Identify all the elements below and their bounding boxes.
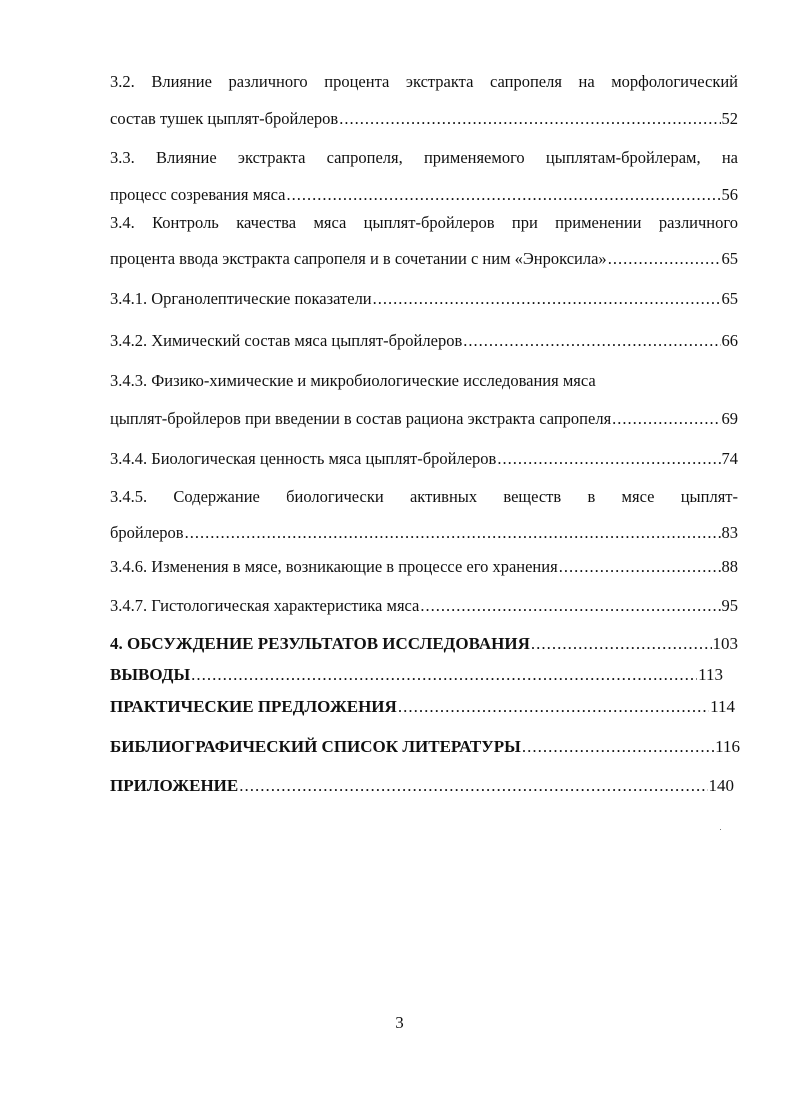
toc-entry-3-4-7: [110, 596, 738, 616]
toc-entry-3-4: [110, 213, 738, 269]
toc-entry-text: бройлеров: [110, 523, 184, 542]
toc-page-number: 66: [721, 331, 738, 350]
toc-entry-text: цыплят-бройлеров при введении в состав рациона экстракта сапропеля: [110, 409, 612, 428]
toc-entry-text: 3.4.2. Химический состав мяса цыплят-бройлеров: [110, 331, 463, 350]
toc-entry-text: 3.3. Влияние экстракта сапропеля, применяемого цыплятам-бройлерам, на: [110, 148, 738, 167]
toc-section-text: ВЫВОДЫ: [110, 665, 191, 684]
toc-page-number: 65: [721, 289, 738, 308]
toc-section-appendix: [110, 776, 734, 796]
toc-page-number: 65: [721, 249, 738, 268]
dot-leader: [608, 249, 721, 269]
toc-section-text: 4. ОБСУЖДЕНИЕ РЕЗУЛЬТАТОВ ИССЛЕДОВАНИЯ: [110, 634, 530, 653]
dot-leader: [559, 557, 721, 577]
toc-entry-text: 3.4.3. Физико-химические и микробиологические исследования мяса: [110, 371, 596, 390]
toc-entry-text: процесс созревания мяса: [110, 185, 286, 204]
toc-entry-3-4-5: [110, 487, 738, 543]
toc-entry-text: 3.4. Контроль качества мяса цыплят-бройлеров при применении различного: [110, 213, 738, 232]
dot-leader: [463, 331, 720, 351]
dot-leader: [185, 523, 721, 543]
toc-page-number: 74: [721, 449, 738, 468]
dot-leader: [191, 665, 697, 685]
toc-page-number: 95: [721, 596, 738, 615]
toc-page-number: 52: [721, 109, 738, 128]
toc-page-number: 88: [721, 557, 738, 576]
toc-entry-text: 3.4.6. Изменения в мясе, возникающие в процессе его хранения: [110, 557, 558, 576]
toc-entry-3-3: [110, 148, 738, 205]
toc-entry-3-4-6: [110, 557, 738, 577]
dot-leader: [239, 776, 707, 796]
dot-leader: [612, 409, 720, 429]
toc-entry-3-4-3: [110, 371, 738, 429]
dot-leader: [497, 449, 720, 469]
toc-entry-3-2: [110, 72, 738, 129]
toc-section-text: ПРАКТИЧЕСКИЕ ПРЕДЛОЖЕНИЯ: [110, 697, 397, 716]
toc-entry-text: 3.4.7. Гистологическая характеристика мяса: [110, 596, 420, 615]
toc-page-number: 140: [708, 776, 734, 795]
toc-entry-text: 3.4.5. Содержание биологически активных веществ в мясе цыплят-: [110, 487, 738, 506]
dot-leader: [373, 289, 721, 309]
page-number: 3: [395, 1013, 404, 1032]
toc-entry-3-4-2: [110, 331, 738, 351]
toc-page-number: 83: [721, 523, 738, 542]
toc-entry-text: процента ввода экстракта сапропеля и в сочетании с ним «Энроксила»: [110, 249, 607, 268]
toc-entry-3-4-4: [110, 449, 738, 469]
toc-entry-text: 3.4.4. Биологическая ценность мяса цыплят-бройлеров: [110, 449, 497, 468]
toc-section-bibliography: [110, 737, 740, 757]
toc-section-discussion: [110, 634, 738, 654]
dot-leader: [420, 596, 720, 616]
toc-entry-text: 3.2. Влияние различного процента экстракта сапропеля на морфологический: [110, 72, 738, 91]
toc-entry-text: состав тушек цыплят-бройлеров: [110, 109, 339, 128]
scan-speck: [720, 829, 721, 830]
toc-section-conclusions: [110, 665, 723, 685]
toc-entry-text: 3.4.1. Органолептические показатели: [110, 289, 372, 308]
dot-leader: [339, 109, 720, 129]
dot-leader: [398, 697, 709, 717]
toc-page-number: 56: [721, 185, 738, 204]
toc-page-number: 113: [698, 665, 723, 684]
dot-leader: [522, 737, 714, 757]
dot-leader: [531, 634, 712, 654]
toc-section-recommendations: [110, 697, 735, 717]
toc-section-text: ПРИЛОЖЕНИЕ: [110, 776, 239, 795]
toc-page-number: 114: [710, 697, 735, 716]
toc-entry-3-4-1: [110, 289, 738, 309]
toc-page-number: 116: [715, 737, 740, 756]
toc-page-number: 69: [721, 409, 738, 428]
toc-page-number: 103: [712, 634, 738, 653]
toc-section-text: БИБЛИОГРАФИЧЕСКИЙ СПИСОК ЛИТЕРАТУРЫ: [110, 737, 521, 756]
dot-leader: [286, 185, 720, 205]
